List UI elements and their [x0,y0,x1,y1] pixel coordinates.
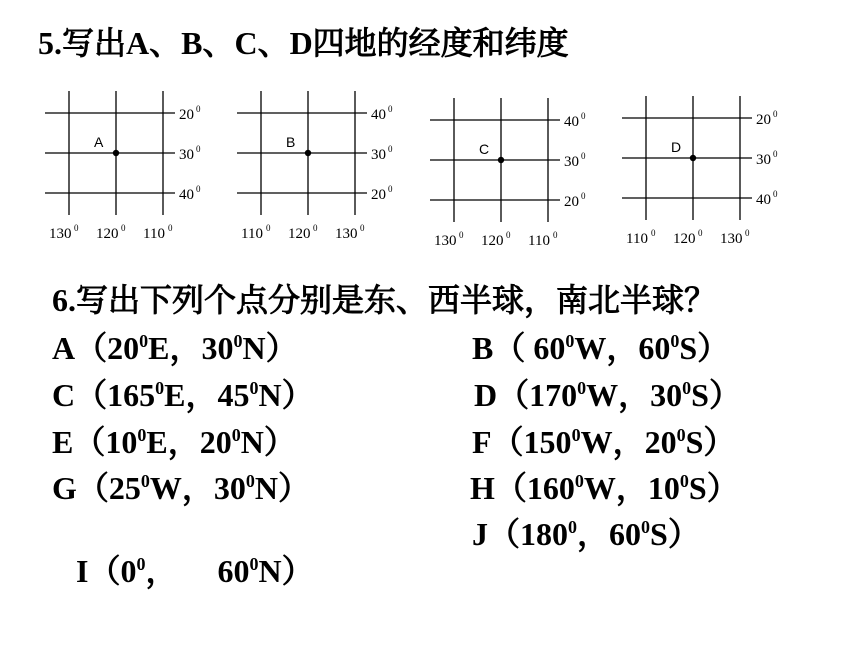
grid-A-lat-degree-1: 0 [196,144,201,154]
coord-item-c: $C(165^0E$，$45^0N$） [52,377,314,413]
grid-B-lat-label-2: 20 [371,187,386,203]
grid-D-lon-degree-1: 0 [698,228,703,238]
grid-B-lat-degree-2: 0 [388,184,393,194]
grid-D-lon-label-1: 120 [673,231,696,247]
grid-C-lon-label-0: 130 [434,233,457,249]
grid-B-lat-degree-1: 0 [388,144,393,154]
grid-C-lon-label-1: 120 [481,233,504,249]
grid-B-lat-label-0: 40 [371,107,386,123]
grid-C-lon-degree-0: 0 [459,230,464,240]
grid-C-lat-degree-2: 0 [581,191,586,201]
coord-item-d: $D(170^0W$，$30^0S$） [474,377,741,413]
grid-C-lat-label-0: 40 [564,114,579,130]
grid-C-point-label: C [479,141,490,157]
grid-diagrams [0,85,860,255]
grid-D-lat-label-1: 30 [756,152,771,168]
grid-A-lat-degree-2: 0 [196,184,201,194]
lat-lon-grids [0,85,860,255]
grid-A-lon-label-2: 110 [143,226,165,242]
coord-item-g: $G(25^0W$，$30^0N$） [52,470,311,506]
grid-D-lat-label-2: 40 [756,192,771,208]
grid-D-lon-label-0: 110 [626,231,648,247]
grid-A-lon-label-1: 120 [96,226,119,242]
grid-C-lon-label-2: 110 [528,233,550,249]
grid-A-lat-label-1: 30 [179,147,194,163]
grid-A-lon-degree-0: 0 [74,223,79,233]
grid-B-lat-degree-0: 0 [388,104,393,114]
grid-C-lat-label-2: 20 [564,194,579,210]
coord-item-a: $A(20^0E$，$30^0N$） [52,330,298,366]
grid-B-lon-degree-0: 0 [266,223,271,233]
grid-A-lat-label-2: 40 [179,187,194,203]
grid-B-lon-label-2: 130 [335,226,358,242]
grid-C-point-dot [498,157,504,163]
grid-B-point-dot [305,150,311,156]
coord-item-i: $I(0^0$， $60^0N$） [68,553,314,589]
question-6-title: 6.写出下列个点分别是东、西半球，南北半球？ [52,282,717,318]
grid-D-lon-degree-2: 0 [745,228,750,238]
grid-B-point-label: B [286,134,296,150]
grid-D-lat-degree-1: 0 [773,149,778,159]
coord-item-b: B（ $60^0W$，$60^0S$） [472,330,730,366]
grid-A-lat-label-0: 20 [179,107,194,123]
grid-A-lon-degree-1: 0 [121,223,126,233]
grid-D-point-dot [690,155,696,161]
grid-A-lon-degree-2: 0 [168,223,173,233]
grid-B-lat-label-1: 30 [371,147,386,163]
grid-A-point-dot [113,150,119,156]
question-5-title: 5.写出A、B、C、D四地的经度和纬度 [38,25,569,61]
grid-B-lon-degree-1: 0 [313,223,318,233]
grid-D-lat-degree-2: 0 [773,189,778,199]
grid-B-lon-label-0: 110 [241,226,263,242]
grid-D-lat-degree-0: 0 [773,109,778,119]
grid-C-lat-label-1: 30 [564,154,579,170]
grid-D-lat-label-0: 20 [756,112,771,128]
grid-A-point-label: A [94,134,104,150]
grid-C-lat-degree-1: 0 [581,151,586,161]
grid-D-lon-degree-0: 0 [651,228,656,238]
grid-D-lon-label-2: 130 [720,231,743,247]
coord-item-h: $H(160^0W$，$10^0S$） [470,470,739,506]
grid-D-point-label: D [671,139,682,155]
grid-C-lon-degree-1: 0 [506,230,511,240]
grid-C-lat-degree-0: 0 [581,111,586,121]
grid-A-lat-degree-0: 0 [196,104,201,114]
coord-item-f: $F(150^0W$，$20^0S$） [472,424,736,460]
grid-B-lon-degree-2: 0 [360,223,365,233]
grid-A-lon-label-0: 130 [49,226,72,242]
grid-C-lon-degree-2: 0 [553,230,558,240]
coord-item-j: $J(180^0$，$60^0S$） [472,516,700,552]
grid-B-lon-label-1: 120 [288,226,311,242]
coord-item-e: $E(10^0E$，$20^0N$） [52,424,296,460]
